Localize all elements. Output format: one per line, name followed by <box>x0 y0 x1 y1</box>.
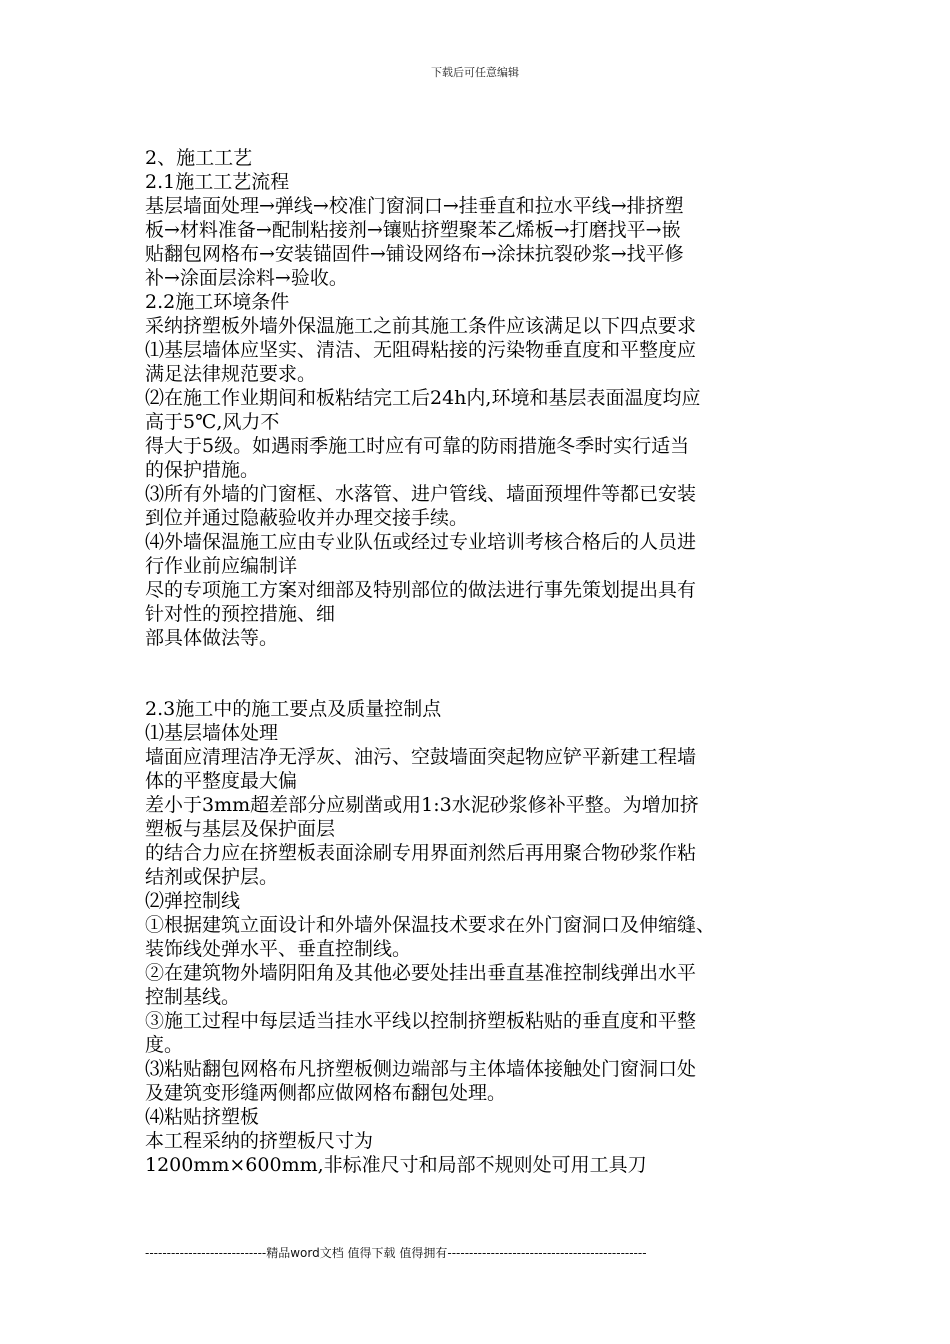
text-block-construction-process <box>145 146 835 650</box>
text-line: ①根据建筑立面设计和外墙外保温技术要求在外门窗洞口及伸缩缝、 <box>145 914 716 936</box>
text-line: ⑶粘贴翻包网格布凡挤塑板侧边端部与主体墙体接触处门窗洞口处 <box>145 1058 697 1080</box>
text-line: 1200mm×600mm,非标准尺寸和局部不规则处可用工具刀 <box>145 1154 647 1176</box>
subsection-heading: 2.2施工环境条件 <box>145 291 290 313</box>
text-line: 本工程采纳的挤塑板尺寸为 <box>145 1130 374 1152</box>
text-line: 板→材料准备→配制粘接剂→镶贴挤塑聚苯乙烯板→打磨找平→嵌 <box>145 219 681 241</box>
section-heading: 2、施工工艺 <box>145 147 253 169</box>
text-line: 满足法律规范要求。 <box>145 363 317 385</box>
text-line: 结剂或保护层。 <box>145 866 279 888</box>
text-line: ⑷外墙保温施工应由专业队伍或经过专业培训考核合格后的人员进 <box>145 531 697 553</box>
text-line: ⑵在施工作业期间和板粘结完工后24h内,环境和基层表面温度均应 <box>145 387 701 409</box>
text-line: 尽的专项施工方案对细部及特别部位的做法进行事先策划提出具有 <box>145 579 697 601</box>
text-line: 部具体做法等。 <box>145 627 279 649</box>
text-line: 到位并通过隐蔽验收并办理交接手续。 <box>145 507 469 529</box>
text-line: ⑶所有外墙的门窗框、水落管、进户管线、墙面预埋件等都已安装 <box>145 483 697 505</box>
text-line: 补→涂面层涂料→验收。 <box>145 267 348 289</box>
text-line: 得大于5级。如遇雨季施工时应有可靠的防雨措施冬季时实行适当 <box>145 435 690 457</box>
text-line: 基层墙面处理→弹线→校准门窗洞口→挂垂直和拉水平线→排挤塑 <box>145 195 684 217</box>
text-line: 行作业前应编制详 <box>145 555 298 577</box>
page-header: 下载后可任意编辑 <box>431 66 519 79</box>
text-block-quality-control <box>145 697 835 1177</box>
text-line: 体的平整度最大偏 <box>145 770 298 792</box>
item-heading: ⑴基层墙体处理 <box>145 722 279 744</box>
text-line: 采纳挤塑板外墙外保温施工之前其施工条件应该满足以下四点要求 <box>145 315 697 337</box>
text-line: ②在建筑物外墙阴阳角及其他必要处挂出垂直基准控制线弹出水平 <box>145 962 697 984</box>
text-line: 塑板与基层及保护面层 <box>145 818 336 840</box>
text-line: 针对性的预控措施、细 <box>145 603 336 625</box>
text-line: 控制基线。 <box>145 986 241 1008</box>
text-line: 度。 <box>145 1034 184 1056</box>
subsection-heading: 2.3施工中的施工要点及质量控制点 <box>145 698 442 720</box>
text-line: ③施工过程中每层适当挂水平线以控制挤塑板粘贴的垂直度和平整 <box>145 1010 697 1032</box>
document-body <box>145 146 835 1177</box>
text-line: 的结合力应在挤塑板表面涂刷专用界面剂然后再用聚合物砂浆作粘 <box>145 842 697 864</box>
text-line: 及建筑变形缝两侧都应做网格布翻包处理。 <box>145 1082 507 1104</box>
item-heading: ⑷粘贴挤塑板 <box>145 1106 260 1128</box>
text-line: 墙面应清理洁净无浮灰、油污、空鼓墙面突起物应铲平新建工程墙 <box>145 746 697 768</box>
item-heading: ⑵弹控制线 <box>145 890 241 912</box>
text-line: 的保护措施。 <box>145 459 260 481</box>
paragraph-spacer <box>145 650 835 697</box>
text-line: 高于5℃,风力不 <box>145 411 280 433</box>
text-line: 装饰线处弹水平、垂直控制线。 <box>145 938 412 960</box>
text-line: 差小于3mm超差部分应剔凿或用1:3水泥砂浆修补平整。为增加挤 <box>145 794 699 816</box>
subsection-heading: 2.1施工工艺流程 <box>145 171 290 193</box>
text-line: 贴翻包网格布→安装锚固件→铺设网络布→涂抹抗裂砂浆→找平修 <box>145 243 684 265</box>
page-footer: ----------------------------精品word文档 值得下载 值得拥有---------------------------------------------- <box>145 1246 647 1260</box>
text-line: ⑴基层墙体应坚实、清洁、无阻碍粘接的污染物垂直度和平整度应 <box>145 339 697 361</box>
